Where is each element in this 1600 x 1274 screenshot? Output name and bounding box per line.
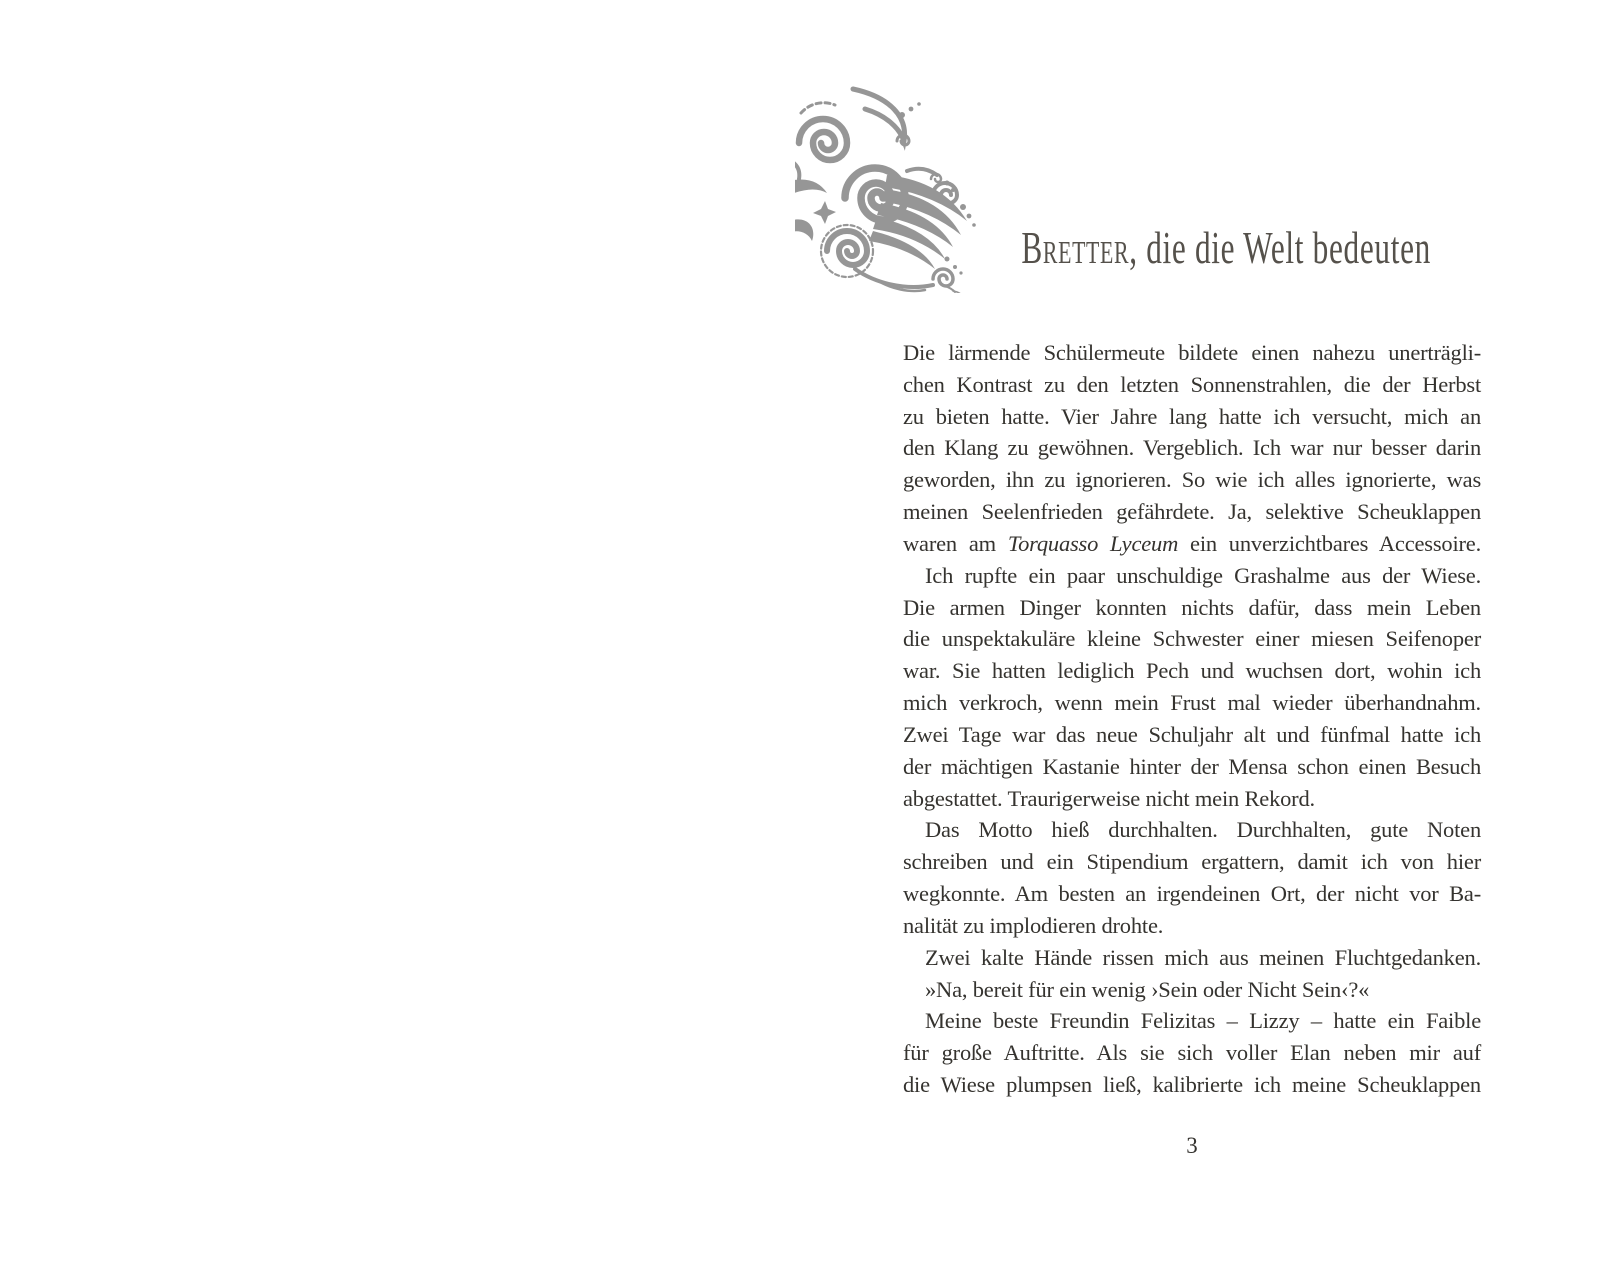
text-line: mich verkroch, wenn mein Frust mal wieder überhandnahm. <box>903 690 1481 716</box>
text-line: Die lärmende Schülermeute bildete einen nahezu unerträgli- <box>903 340 1481 365</box>
text-line: Das Motto hieß durchhalten. Durchhalten, gute Noten <box>925 817 1481 843</box>
text-block <box>903 337 1481 1101</box>
paragraph <box>903 1005 1481 1100</box>
text-line: Meine beste Freundin Felizitas – Lizzy – hatte ein Faible <box>925 1008 1481 1034</box>
paragraph <box>903 942 1481 974</box>
text-line: Zwei kalte Hände rissen mich aus meinen Fluchtgedanken. <box>925 944 1481 970</box>
text-line: abgestattet. Traurigerweise nicht mein Rekord. <box>903 785 1315 811</box>
page-number: 3 <box>1186 1133 1198 1158</box>
text-line: war. Sie hatten lediglich Pech und wuchsen dort, wohin ich <box>903 658 1481 684</box>
chapter-title <box>903 222 1481 274</box>
text-line: die Wiese plumpsen ließ, kalibrierte ich meine Scheuklappen <box>903 1072 1481 1098</box>
text-line: den Klang zu gewöhnen. Vergeblich. Ich war nur besser darin <box>903 435 1481 461</box>
text-line: Ich rupfte ein paar unschuldige Grashalme aus der Wiese. <box>925 562 1481 588</box>
text-line: »Na, bereit für ein wenig ›Sein oder Nicht Sein‹?« <box>925 976 1370 1002</box>
text-line: waren am Torquasso Lyceum ein unverzichtbares Accessoire. <box>903 530 1482 556</box>
text-line: chen Kontrast zu den letzten Sonnenstrahlen, die der Herbst <box>903 371 1481 397</box>
paragraph <box>903 974 1481 1006</box>
text-line: schreiben und ein Stipendium ergattern, damit ich von hier <box>903 849 1481 875</box>
paragraph <box>903 814 1481 941</box>
text-line: zu bieten hatte. Vier Jahre lang hatte ich versucht, mich an <box>903 403 1481 429</box>
paragraph <box>903 560 1481 815</box>
text-line: die unspektakuläre kleine Schwester einer miesen Seifenoper <box>903 626 1481 652</box>
text-line: für große Auftritte. Als sie sich voller Elan neben mir auf <box>903 1040 1481 1066</box>
paragraph <box>903 337 1481 560</box>
text-line: der mächtigen Kastanie hinter der Mensa schon einen Besuch <box>903 753 1481 779</box>
chapter-title-word: Bretter <box>1021 222 1130 273</box>
text-line: nalität zu implodieren drohte. <box>903 912 1164 938</box>
chapter-title-rest: , die die Welt bedeuten <box>1129 222 1431 273</box>
text-line: wegkonnte. Am besten an irgendeinen Ort, der nicht vor Ba- <box>903 881 1481 907</box>
text-line: Zwei Tage war das neue Schuljahr alt und fünfmal hatte ich <box>903 721 1481 747</box>
text-line: geworden, ihn zu ignorieren. So wie ich alles ignorierte, was <box>903 467 1481 493</box>
text-line: meinen Seelenfrieden gefährdete. Ja, selektive Scheuklappen <box>903 499 1481 525</box>
text-line: Die armen Dinger konnten nichts dafür, dass mein Leben <box>903 594 1481 620</box>
